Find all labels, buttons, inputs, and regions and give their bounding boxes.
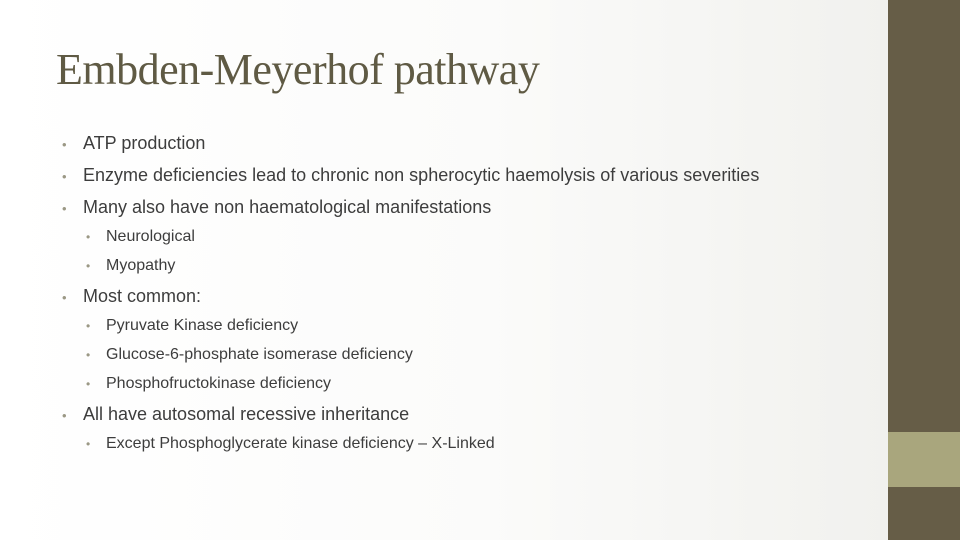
sub-bullet-item bbox=[86, 345, 413, 365]
sub-bullet-text: Pyruvate Kinase deficiency bbox=[106, 317, 299, 334]
bullet-item bbox=[62, 132, 205, 156]
bullet-glyph: • bbox=[62, 169, 67, 184]
side-accent-block bbox=[888, 432, 960, 487]
bullet-text: Many also have non haematological manifestations bbox=[83, 197, 492, 217]
bullet-glyph: • bbox=[86, 259, 91, 273]
bullet-glyph: • bbox=[86, 377, 91, 391]
bullet-item bbox=[62, 196, 491, 220]
bullet-glyph: • bbox=[62, 408, 67, 423]
bullet-glyph: • bbox=[86, 230, 91, 244]
sub-bullet-text: Glucose-6-phosphate isomerase deficiency bbox=[106, 346, 413, 363]
sub-bullet-item bbox=[86, 374, 331, 394]
slide-title: Embden-Meyerhof pathway bbox=[56, 45, 540, 94]
bullet-item bbox=[62, 403, 409, 427]
sub-bullet-text: Myopathy bbox=[106, 257, 176, 274]
bullet-glyph: • bbox=[86, 348, 91, 362]
sub-bullet-item bbox=[86, 256, 175, 276]
sub-bullet-text: Neurological bbox=[106, 228, 195, 245]
sub-bullet-text: Phosphofructokinase deficiency bbox=[106, 375, 332, 392]
bullet-glyph: • bbox=[86, 437, 91, 451]
sub-bullet-text: Except Phosphoglycerate kinase deficiency – X-Linked bbox=[106, 435, 495, 452]
bullet-glyph: • bbox=[62, 290, 67, 305]
bullet-glyph: • bbox=[62, 137, 67, 152]
bullet-text: Most common: bbox=[83, 286, 202, 306]
bullet-text: Enzyme deficiencies lead to chronic non spherocytic haemolysis of various severities bbox=[83, 165, 760, 185]
bullet-text: ATP production bbox=[83, 133, 206, 153]
bullet-text: All have autosomal recessive inheritance bbox=[83, 404, 410, 424]
bullet-item bbox=[62, 164, 759, 188]
bullet-glyph: • bbox=[62, 201, 67, 216]
sub-bullet-item bbox=[86, 227, 195, 247]
sub-bullet-item bbox=[86, 434, 495, 454]
sub-bullet-item bbox=[86, 316, 298, 336]
bullet-glyph: • bbox=[86, 319, 91, 333]
bullet-item bbox=[62, 285, 201, 309]
